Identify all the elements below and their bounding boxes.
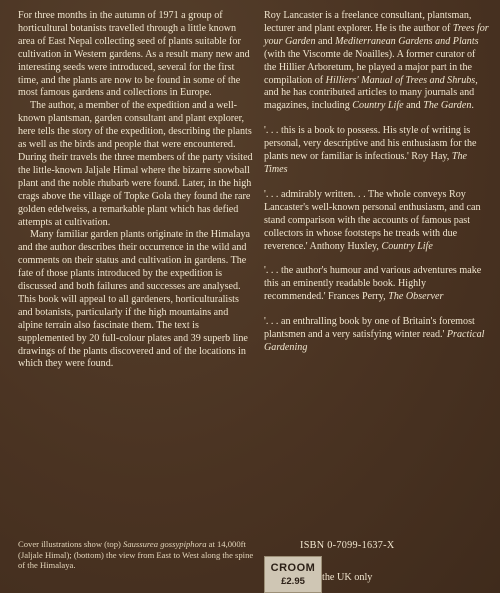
bio-magazine-title: Country Life <box>352 100 404 112</box>
review-text: '. . . this is a book to possess. His style of writing is personal, very descriptive and his enthusiasm for the plants new or familiar is infectious.' Roy Hay, <box>264 125 477 163</box>
blurb-column <box>18 10 254 371</box>
blurb-paragraph-2: The author, a member of the expedition and a well-known plantsman, garden consultant and plant explorer, here tells the story of the expedition, describing the plants as well as the birds and people that were encountered. During their travels the three members of the party visited the little-known Jaljale Himal where the bizarre snowball plant and the noble rhubarb were found. Later, in the high crags above the village of Topke Gola they found the rare golden edelweiss, a remarkable plant which has defied attempts at cultivation. <box>18 100 253 228</box>
bio-text: , and he has contributed articles to many journals and magazines, including <box>264 74 478 112</box>
author-bio <box>264 10 490 113</box>
bio-text: Roy Lancaster is a freelance consultant, plantsman, lecturer and plant explorer. He is the author of <box>264 10 472 34</box>
review-quote <box>264 125 490 177</box>
blurb-paragraph-3: Many familiar garden plants originate in the Himalaya and the author describes their occurrence in the wild and comments on their status and cultivation in gardens. The fate of those plants introduced by the expedition is discussed and both failures and successes are analysed. This book will appeal to all gardeners, horticulturalists and botanists, particularly if the high mountains and alpine terrain also fascinate them. The text is supplemented by 20 full-colour plates and 39 superb line drawings of the plants discovered and of the locations in which they were found. <box>18 229 251 370</box>
review-text: '. . . admirably written. . . The whole conveys Roy Lancaster's well-known personal enthusiasm, and can stand comparison with the accounts of famous past collectors in whose footsteps he treads with due reverence.' Anthony Huxley, <box>264 188 481 252</box>
isbn-number: ISBN 0-7099-1637-X <box>300 540 395 551</box>
review-text: '. . . the author's humour and various adventures make this an eminently readable book. Highly recommended.' Frances Perry, <box>264 265 482 303</box>
publisher-name: CROOM <box>270 562 316 574</box>
uk-only-text: the UK only <box>322 572 373 583</box>
review-text: '. . . an enthralling book by one of Britain's foremost plantsmen and a very satisfying winter read.' <box>264 316 475 341</box>
review-quote <box>264 189 490 254</box>
review-source: The Times <box>264 151 467 175</box>
cover-note-suffix: at 14,000ft (Jaljale Himal); (bottom) the view from East to West along the spine of the Himalaya. <box>18 539 254 571</box>
review-quote <box>264 316 490 355</box>
price-label: £2.95 <box>281 576 305 587</box>
review-source: Country Life <box>381 240 433 252</box>
price-sticker <box>264 556 322 593</box>
review-source: The Observer <box>388 291 444 303</box>
bio-book-title: Hilliers' Manual of Trees and Shrubs <box>325 74 476 86</box>
bio-text: and <box>403 100 424 112</box>
review-quote <box>264 265 490 304</box>
bio-text: and <box>315 35 336 47</box>
cover-note-species: Saussurea gossypiphora <box>123 539 207 549</box>
author-and-reviews-column <box>264 10 490 355</box>
bio-text: . <box>471 100 474 112</box>
review-source: Practical Gardening <box>264 329 485 353</box>
bio-text: (with the Viscomte de Noailles). A former curator of the Hillier Arboretum, he played a major part in the compilation of <box>264 48 476 86</box>
bio-book-title: Trees for your Garden <box>264 22 489 47</box>
cover-illustration-note <box>18 539 254 571</box>
bio-magazine-title: The Garden <box>423 100 472 112</box>
cover-note-prefix: Cover illustrations show (top) <box>18 539 124 549</box>
bio-book-title: Mediterranean Gardens and Plants <box>335 35 479 47</box>
blurb-paragraph-1: For three months in the autumn of 1971 a group of horticultural botanists travelled through a little known area of East Nepal collecting seed of plants suitable for cultivation in Western gardens. As a result many new and interesting seeds were introduced, several for the first time, and the plants are now to be found in some of the most famous gardens and collections in Europe. <box>18 10 250 99</box>
